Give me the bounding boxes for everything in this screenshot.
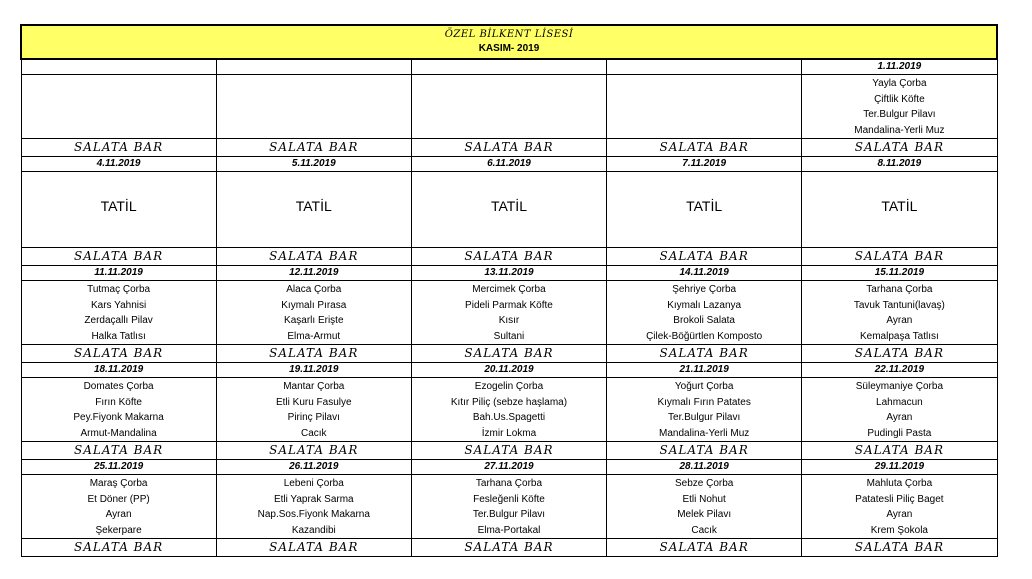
menu-row [21,378,997,442]
salad-bar-label: SALATA BAR [411,139,606,157]
day-date: 27.11.2019 [411,460,606,475]
menu-item: Pudingli Pasta [867,427,932,439]
menu-item: Krem Şokola [870,524,928,536]
day-date [607,59,802,75]
day-date: 18.11.2019 [21,363,216,378]
salad-bar-row [21,442,997,460]
menu-item: Çiftlik Köfte [874,93,925,105]
menu-item: Mandalina-Yerli Muz [854,124,945,136]
menu-item: Şekerpare [95,524,142,536]
day-date: 14.11.2019 [607,266,802,281]
menu-item: Lebeni Çorba [283,478,344,489]
salad-bar-row [21,139,997,157]
menu-item [607,123,801,139]
menu-item: Zerdaçallı Pilav [84,315,153,326]
day-menu [607,75,802,139]
holiday-cell: TATİL [21,172,216,248]
menu-item: Cacık [301,427,327,439]
menu-item: Tutmaç Çorba [87,284,151,295]
day-menu [216,281,411,345]
menu-item [22,107,216,123]
menu-item [22,76,216,92]
menu-item: Fesleğenli Köfte [473,493,545,505]
day-menu [216,378,411,442]
salad-bar-label: SALATA BAR [411,248,606,266]
menu-item: Mandalina-Yerli Muz [659,427,750,439]
menu-item: Ezogelin Çorba [474,381,544,392]
salad-bar-row [21,539,997,557]
day-menu [21,475,216,539]
day-date [411,59,606,75]
day-menu [21,75,216,139]
salad-bar-label: SALATA BAR [216,345,411,363]
menu-item: Şehriye Çorba [672,284,737,295]
salad-bar-label: SALATA BAR [802,248,997,266]
menu-item: Etli Kuru Fasulye [275,396,352,408]
menu-item: Melek Pilavı [677,509,732,520]
date-row [21,363,997,378]
menu-item: Kıymalı Fırın Patates [657,396,751,408]
menu-item [217,107,411,123]
date-row [21,157,997,172]
menu-item: Elma-Portakal [477,524,541,536]
day-menu [216,75,411,139]
menu-item: Sebze Çorba [674,478,734,489]
menu-item [217,92,411,108]
menu-item: Lahmacun [876,396,923,408]
menu-item: Ter.Bulgur Pilavı [668,412,741,423]
menu-item: Ter.Bulgur Pilavı [472,509,546,520]
salad-bar-label: SALATA BAR [607,345,802,363]
menu-item: Cacık [691,524,717,536]
menu-item [412,76,606,92]
day-date [21,59,216,75]
menu-item [22,92,216,108]
day-date: 8.11.2019 [802,157,997,172]
menu-item: Ter.Bulgur Pilavı [863,109,936,120]
menu-row [21,75,997,139]
day-date: 26.11.2019 [216,460,411,475]
menu-item: Ayran [105,509,132,520]
menu-item: Bah.Us.Spagetti [472,412,546,423]
salad-bar-label: SALATA BAR [216,442,411,460]
day-date: 25.11.2019 [21,460,216,475]
menu-row [21,475,997,539]
menu-item: Sultani [493,330,525,342]
menu-item: İzmir Lokma [481,427,537,439]
menu-item: Elma-Armut [287,330,341,342]
menu-item [607,107,801,123]
menu-item [412,123,606,139]
day-date: 12.11.2019 [216,266,411,281]
day-menu [607,475,802,539]
menu-item: Pey.Fiyonk Makarna [73,412,164,423]
menu-item: Tarhana Çorba [866,284,933,295]
day-menu [607,378,802,442]
day-menu [411,281,606,345]
menu-table [20,24,998,557]
menu-item: Pirinç Pilavı [287,412,340,423]
day-date: 21.11.2019 [607,363,802,378]
salad-bar-label: SALATA BAR [216,539,411,557]
day-date: 13.11.2019 [411,266,606,281]
menu-item: Nap.Sos.Fiyonk Makarna [257,509,370,520]
menu-item: Mahluta Çorba [866,478,933,489]
holiday-cell: TATİL [607,172,802,248]
day-menu [802,475,997,539]
menu-item: Kıtır Piliç (sebze haşlama) [450,396,568,408]
day-menu [411,475,606,539]
menu-item: Yoğurt Çorba [674,381,734,392]
menu-item [412,107,606,123]
menu-item: Mantar Çorba [283,381,345,392]
day-date: 22.11.2019 [802,363,997,378]
menu-item: Kaşarlı Erişte [284,315,344,326]
menu-item: Kıymalı Lazanya [667,299,742,311]
menu-item: Halka Tatlısı [91,330,146,342]
day-date: 1.11.2019 [802,59,997,75]
menu-item: Brokoli Salata [673,315,735,326]
day-date: 20.11.2019 [411,363,606,378]
salad-bar-label: SALATA BAR [21,345,216,363]
date-row [21,460,997,475]
salad-bar-label: SALATA BAR [607,539,802,557]
salad-bar-label: SALATA BAR [411,539,606,557]
salad-bar-label: SALATA BAR [802,345,997,363]
month-title: KASIM- 2019 [478,43,540,54]
menu-item: Kemalpaşa Tatlısı [860,330,939,342]
salad-bar-label: SALATA BAR [216,248,411,266]
menu-item: Kıymalı Pırasa [281,299,347,311]
menu-item [22,123,216,139]
salad-bar-label: SALATA BAR [411,442,606,460]
menu-item [412,92,606,108]
school-title: ÖZEL BİLKENT LİSESİ [444,29,574,40]
day-menu [802,378,997,442]
day-menu [802,75,997,139]
menu-item: Mercimek Çorba [472,284,546,295]
day-menu [411,378,606,442]
day-date [216,59,411,75]
salad-bar-label: SALATA BAR [21,442,216,460]
menu-item [217,123,411,139]
day-date: 29.11.2019 [802,460,997,475]
menu-item: Süleymaniye Çorba [855,381,943,392]
date-row [21,59,997,75]
menu-item: Maraş Çorba [89,478,148,489]
menu-item: Patatesli Piliç Baget [855,493,944,505]
salad-bar-label: SALATA BAR [607,248,802,266]
date-row [21,266,997,281]
day-menu [411,75,606,139]
salad-bar-row [21,345,997,363]
menu-item: Ayran [886,412,913,423]
day-date: 19.11.2019 [216,363,411,378]
menu-row [21,172,997,248]
menu-item: Çilek-Böğürtlen Komposto [646,330,763,342]
menu-item: Etli Yaprak Sarma [273,493,354,505]
day-date: 6.11.2019 [411,157,606,172]
day-menu [802,281,997,345]
day-menu [21,281,216,345]
menu-item [217,76,411,92]
day-date: 15.11.2019 [802,266,997,281]
menu-item: Armut-Mandalina [80,427,157,439]
day-menu [216,475,411,539]
salad-bar-label: SALATA BAR [216,139,411,157]
day-date: 4.11.2019 [21,157,216,172]
menu-item: Kars Yahnisi [90,299,147,311]
menu-item [607,92,801,108]
menu-item: Tarhana Çorba [475,478,543,489]
salad-bar-label: SALATA BAR [607,442,802,460]
header-banner [21,25,997,59]
day-date: 11.11.2019 [21,266,216,281]
day-menu [607,281,802,345]
salad-bar-label: SALATA BAR [21,139,216,157]
holiday-cell: TATİL [411,172,606,248]
menu-item: Yayla Çorba [872,78,927,89]
holiday-cell: TATİL [216,172,411,248]
day-menu [21,378,216,442]
salad-bar-label: SALATA BAR [21,248,216,266]
menu-item: Domates Çorba [83,381,154,392]
salad-bar-row [21,248,997,266]
menu-row [21,281,997,345]
menu-item: Ayran [886,315,913,326]
menu-item: Alaca Çorba [286,284,342,295]
salad-bar-label: SALATA BAR [411,345,606,363]
menu-item: Kazandibi [291,524,336,536]
holiday-cell: TATİL [802,172,997,248]
menu-item: Tavuk Tantuni(lavaş) [853,299,945,311]
menu-item: Pideli Parmak Köfte [465,299,553,311]
salad-bar-label: SALATA BAR [802,139,997,157]
menu-item: Ayran [886,509,913,520]
day-date: 7.11.2019 [607,157,802,172]
salad-bar-label: SALATA BAR [802,539,997,557]
menu-item: Fırın Köfte [95,396,142,408]
menu-item: Et Döner (PP) [87,493,150,505]
menu-item: Kısır [498,315,520,326]
menu-item [607,76,801,92]
salad-bar-label: SALATA BAR [607,139,802,157]
salad-bar-label: SALATA BAR [21,539,216,557]
day-date: 5.11.2019 [216,157,411,172]
menu-item: Etli Nohut [682,493,726,505]
day-date: 28.11.2019 [607,460,802,475]
salad-bar-label: SALATA BAR [802,442,997,460]
